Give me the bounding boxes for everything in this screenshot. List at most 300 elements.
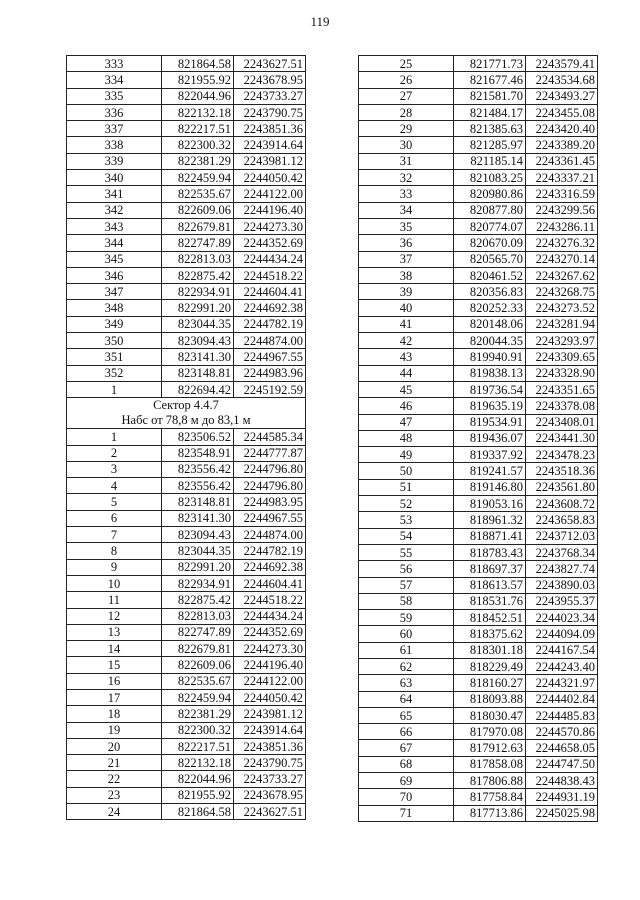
point-number-cell: 63 bbox=[359, 675, 454, 691]
point-number-cell: 58 bbox=[359, 593, 454, 609]
y-coordinate-cell: 2244967.55 bbox=[234, 349, 306, 365]
y-coordinate-cell: 2244243.40 bbox=[526, 658, 598, 674]
x-coordinate-cell: 821385.63 bbox=[454, 121, 526, 137]
point-number-cell: 343 bbox=[67, 218, 162, 234]
table-row bbox=[359, 137, 598, 153]
y-coordinate-cell: 2243827.74 bbox=[526, 561, 598, 577]
y-coordinate-cell: 2244352.69 bbox=[234, 235, 306, 251]
point-number-cell: 340 bbox=[67, 170, 162, 186]
y-coordinate-cell: 2244434.24 bbox=[234, 608, 306, 624]
y-coordinate-cell: 2244122.00 bbox=[234, 673, 306, 689]
point-number-cell: 337 bbox=[67, 121, 162, 137]
x-coordinate-cell: 822217.51 bbox=[162, 121, 234, 137]
point-number-cell: 55 bbox=[359, 544, 454, 560]
table-row bbox=[359, 512, 598, 528]
point-number-cell: 33 bbox=[359, 186, 454, 202]
x-coordinate-cell: 822132.18 bbox=[162, 104, 234, 120]
point-number-cell: 22 bbox=[67, 771, 162, 787]
y-coordinate-cell: 2244967.55 bbox=[234, 510, 306, 526]
x-coordinate-cell: 821955.92 bbox=[162, 787, 234, 803]
x-coordinate-cell: 823141.30 bbox=[162, 510, 234, 526]
y-coordinate-cell: 2244604.41 bbox=[234, 284, 306, 300]
y-coordinate-cell: 2243561.80 bbox=[526, 479, 598, 495]
y-coordinate-cell: 2244196.40 bbox=[234, 202, 306, 218]
x-coordinate-cell: 822535.67 bbox=[162, 186, 234, 202]
point-number-cell: 45 bbox=[359, 381, 454, 397]
y-coordinate-cell: 2243955.37 bbox=[526, 593, 598, 609]
section-subtitle: Набс от 78,8 м до 83,1 м bbox=[121, 413, 251, 428]
y-coordinate-cell: 2243733.27 bbox=[234, 88, 306, 104]
table-row bbox=[359, 316, 598, 332]
table-row bbox=[67, 575, 306, 591]
table-row bbox=[67, 121, 306, 137]
x-coordinate-cell: 822044.96 bbox=[162, 88, 234, 104]
table-row bbox=[359, 300, 598, 316]
table-row bbox=[67, 72, 306, 88]
y-coordinate-cell: 2243768.34 bbox=[526, 544, 598, 560]
x-coordinate-cell: 820980.86 bbox=[454, 186, 526, 202]
table-row bbox=[359, 577, 598, 593]
point-number-cell: 349 bbox=[67, 316, 162, 332]
x-coordinate-cell: 821083.25 bbox=[454, 170, 526, 186]
point-number-cell: 1 bbox=[67, 429, 162, 445]
table-row bbox=[67, 429, 306, 445]
table-row bbox=[67, 316, 306, 332]
y-coordinate-cell: 2243981.12 bbox=[234, 706, 306, 722]
y-coordinate-cell: 2244777.87 bbox=[234, 445, 306, 461]
x-coordinate-cell: 820565.70 bbox=[454, 251, 526, 267]
y-coordinate-cell: 2243351.65 bbox=[526, 381, 598, 397]
x-coordinate-cell: 818613.57 bbox=[454, 577, 526, 593]
point-number-cell: 336 bbox=[67, 104, 162, 120]
x-coordinate-cell: 822875.42 bbox=[162, 592, 234, 608]
y-coordinate-cell: 2244658.05 bbox=[526, 740, 598, 756]
x-coordinate-cell: 818452.51 bbox=[454, 610, 526, 626]
point-number-cell: 335 bbox=[67, 88, 162, 104]
table-row bbox=[359, 593, 598, 609]
x-coordinate-cell: 822813.03 bbox=[162, 608, 234, 624]
x-coordinate-cell: 817806.88 bbox=[454, 773, 526, 789]
y-coordinate-cell: 2244782.19 bbox=[234, 316, 306, 332]
table-row bbox=[359, 447, 598, 463]
point-number-cell: 18 bbox=[67, 706, 162, 722]
table-row bbox=[67, 267, 306, 283]
point-number-cell: 24 bbox=[67, 804, 162, 820]
point-number-cell: 5 bbox=[67, 494, 162, 510]
point-number-cell: 38 bbox=[359, 267, 454, 283]
table-row bbox=[359, 72, 598, 88]
x-coordinate-cell: 822747.89 bbox=[162, 235, 234, 251]
table-row bbox=[67, 722, 306, 738]
table-row bbox=[67, 478, 306, 494]
y-coordinate-cell: 2244518.22 bbox=[234, 592, 306, 608]
table-row bbox=[359, 642, 598, 658]
x-coordinate-cell: 818871.41 bbox=[454, 528, 526, 544]
y-coordinate-cell: 2243378.08 bbox=[526, 398, 598, 414]
x-coordinate-cell: 819736.54 bbox=[454, 381, 526, 397]
y-coordinate-cell: 2244434.24 bbox=[234, 251, 306, 267]
y-coordinate-cell: 2244874.00 bbox=[234, 333, 306, 349]
page-number: 119 bbox=[310, 14, 330, 29]
table-row bbox=[67, 88, 306, 104]
x-coordinate-cell: 820148.06 bbox=[454, 316, 526, 332]
x-coordinate-cell: 820461.52 bbox=[454, 267, 526, 283]
x-coordinate-cell: 820877.80 bbox=[454, 202, 526, 218]
section-heading bbox=[67, 398, 306, 429]
table-row bbox=[67, 365, 306, 381]
x-coordinate-cell: 821185.14 bbox=[454, 153, 526, 169]
x-coordinate-cell: 822991.20 bbox=[162, 300, 234, 316]
y-coordinate-cell: 2243361.45 bbox=[526, 153, 598, 169]
y-coordinate-cell: 2243678.95 bbox=[234, 787, 306, 803]
x-coordinate-cell: 823148.81 bbox=[162, 494, 234, 510]
x-coordinate-cell: 819337.92 bbox=[454, 447, 526, 463]
x-coordinate-cell: 820356.83 bbox=[454, 284, 526, 300]
x-coordinate-cell: 823044.35 bbox=[162, 543, 234, 559]
x-coordinate-cell: 819534.91 bbox=[454, 414, 526, 430]
table-row bbox=[67, 56, 306, 72]
table-row bbox=[359, 218, 598, 234]
x-coordinate-cell: 822300.32 bbox=[162, 137, 234, 153]
y-coordinate-cell: 2243441.30 bbox=[526, 430, 598, 446]
x-coordinate-cell: 819241.57 bbox=[454, 463, 526, 479]
table-row bbox=[359, 773, 598, 789]
point-number-cell: 62 bbox=[359, 658, 454, 674]
table-row bbox=[67, 333, 306, 349]
x-coordinate-cell: 822381.29 bbox=[162, 706, 234, 722]
y-coordinate-cell: 2244273.30 bbox=[234, 218, 306, 234]
point-number-cell: 27 bbox=[359, 88, 454, 104]
point-number-cell: 37 bbox=[359, 251, 454, 267]
table-row bbox=[67, 673, 306, 689]
y-coordinate-cell: 2244983.96 bbox=[234, 365, 306, 381]
y-coordinate-cell: 2244321.97 bbox=[526, 675, 598, 691]
table-row bbox=[67, 104, 306, 120]
x-coordinate-cell: 820044.35 bbox=[454, 333, 526, 349]
table-row bbox=[67, 170, 306, 186]
y-coordinate-cell: 2244518.22 bbox=[234, 267, 306, 283]
point-number-cell: 350 bbox=[67, 333, 162, 349]
y-coordinate-cell: 2243273.52 bbox=[526, 300, 598, 316]
point-number-cell: 15 bbox=[67, 657, 162, 673]
table-row bbox=[359, 430, 598, 446]
table-row bbox=[359, 528, 598, 544]
x-coordinate-cell: 822813.03 bbox=[162, 251, 234, 267]
x-coordinate-cell: 822132.18 bbox=[162, 755, 234, 771]
table-row bbox=[67, 461, 306, 477]
point-number-cell: 345 bbox=[67, 251, 162, 267]
point-number-cell: 28 bbox=[359, 104, 454, 120]
point-number-cell: 64 bbox=[359, 691, 454, 707]
y-coordinate-cell: 2244796.80 bbox=[234, 478, 306, 494]
table-row bbox=[359, 267, 598, 283]
table-row bbox=[359, 349, 598, 365]
point-number-cell: 30 bbox=[359, 137, 454, 153]
y-coordinate-cell: 2244585.34 bbox=[234, 429, 306, 445]
table-row bbox=[359, 610, 598, 626]
y-coordinate-cell: 2243493.27 bbox=[526, 88, 598, 104]
point-number-cell: 57 bbox=[359, 577, 454, 593]
table-row bbox=[67, 787, 306, 803]
point-number-cell: 2 bbox=[67, 445, 162, 461]
table-row bbox=[67, 510, 306, 526]
point-number-cell: 334 bbox=[67, 72, 162, 88]
point-number-cell: 341 bbox=[67, 186, 162, 202]
y-coordinate-cell: 2243790.75 bbox=[234, 104, 306, 120]
table-row bbox=[359, 333, 598, 349]
y-coordinate-cell: 2243316.59 bbox=[526, 186, 598, 202]
table-row bbox=[67, 608, 306, 624]
x-coordinate-cell: 823148.81 bbox=[162, 365, 234, 381]
x-coordinate-cell: 821484.17 bbox=[454, 104, 526, 120]
x-coordinate-cell: 822875.42 bbox=[162, 267, 234, 283]
table-row bbox=[359, 724, 598, 740]
table-row bbox=[359, 284, 598, 300]
point-number-cell: 19 bbox=[67, 722, 162, 738]
point-number-cell: 16 bbox=[67, 673, 162, 689]
x-coordinate-cell: 818301.18 bbox=[454, 642, 526, 658]
table-row bbox=[359, 104, 598, 120]
y-coordinate-cell: 2243281.94 bbox=[526, 316, 598, 332]
x-coordinate-cell: 818783.43 bbox=[454, 544, 526, 560]
y-coordinate-cell: 2244273.30 bbox=[234, 641, 306, 657]
point-number-cell: 50 bbox=[359, 463, 454, 479]
table-row bbox=[67, 284, 306, 300]
x-coordinate-cell: 823548.91 bbox=[162, 445, 234, 461]
x-coordinate-cell: 822934.91 bbox=[162, 284, 234, 300]
x-coordinate-cell: 822535.67 bbox=[162, 673, 234, 689]
y-coordinate-cell: 2243914.64 bbox=[234, 137, 306, 153]
point-number-cell: 351 bbox=[67, 349, 162, 365]
x-coordinate-cell: 821285.97 bbox=[454, 137, 526, 153]
point-number-cell: 65 bbox=[359, 707, 454, 723]
x-coordinate-cell: 823094.43 bbox=[162, 527, 234, 543]
point-number-cell: 348 bbox=[67, 300, 162, 316]
x-coordinate-cell: 822679.81 bbox=[162, 218, 234, 234]
y-coordinate-cell: 2243328.90 bbox=[526, 365, 598, 381]
table-row bbox=[359, 561, 598, 577]
point-number-cell: 39 bbox=[359, 284, 454, 300]
y-coordinate-cell: 2243678.95 bbox=[234, 72, 306, 88]
y-coordinate-cell: 2244692.38 bbox=[234, 559, 306, 575]
point-number-cell: 32 bbox=[359, 170, 454, 186]
y-coordinate-cell: 2245025.98 bbox=[526, 805, 598, 821]
y-coordinate-cell: 2244094.09 bbox=[526, 626, 598, 642]
point-number-cell: 8 bbox=[67, 543, 162, 559]
table-row bbox=[359, 88, 598, 104]
y-coordinate-cell: 2244570.86 bbox=[526, 724, 598, 740]
table-row bbox=[359, 496, 598, 512]
table-row bbox=[67, 689, 306, 705]
y-coordinate-cell: 2244167.54 bbox=[526, 642, 598, 658]
point-number-cell: 49 bbox=[359, 447, 454, 463]
y-coordinate-cell: 2244122.00 bbox=[234, 186, 306, 202]
table-row bbox=[359, 56, 598, 72]
y-coordinate-cell: 2243408.01 bbox=[526, 414, 598, 430]
y-coordinate-cell: 2243478.23 bbox=[526, 447, 598, 463]
y-coordinate-cell: 2243299.56 bbox=[526, 202, 598, 218]
point-number-cell: 26 bbox=[359, 72, 454, 88]
y-coordinate-cell: 2244023.34 bbox=[526, 610, 598, 626]
point-number-cell: 47 bbox=[359, 414, 454, 430]
x-coordinate-cell: 822300.32 bbox=[162, 722, 234, 738]
point-number-cell: 42 bbox=[359, 333, 454, 349]
y-coordinate-cell: 2244402.84 bbox=[526, 691, 598, 707]
point-number-cell: 52 bbox=[359, 496, 454, 512]
y-coordinate-cell: 2244604.41 bbox=[234, 575, 306, 591]
x-coordinate-cell: 818697.37 bbox=[454, 561, 526, 577]
section-title: Сектор 4.4.7 bbox=[153, 398, 219, 413]
y-coordinate-cell: 2243337.21 bbox=[526, 170, 598, 186]
table-row bbox=[359, 414, 598, 430]
point-number-cell: 25 bbox=[359, 56, 454, 72]
y-coordinate-cell: 2243420.40 bbox=[526, 121, 598, 137]
x-coordinate-cell: 817758.84 bbox=[454, 789, 526, 805]
table-row bbox=[67, 657, 306, 673]
y-coordinate-cell: 2243658.83 bbox=[526, 512, 598, 528]
y-coordinate-cell: 2243608.72 bbox=[526, 496, 598, 512]
x-coordinate-cell: 818531.76 bbox=[454, 593, 526, 609]
y-coordinate-cell: 2244782.19 bbox=[234, 543, 306, 559]
x-coordinate-cell: 818030.47 bbox=[454, 707, 526, 723]
y-coordinate-cell: 2245192.59 bbox=[234, 381, 306, 397]
point-number-cell: 344 bbox=[67, 235, 162, 251]
point-number-cell: 17 bbox=[67, 689, 162, 705]
y-coordinate-cell: 2244352.69 bbox=[234, 624, 306, 640]
x-coordinate-cell: 822381.29 bbox=[162, 153, 234, 169]
table-row bbox=[359, 675, 598, 691]
y-coordinate-cell: 2244196.40 bbox=[234, 657, 306, 673]
y-coordinate-cell: 2244874.00 bbox=[234, 527, 306, 543]
table-row bbox=[359, 251, 598, 267]
x-coordinate-cell: 821677.46 bbox=[454, 72, 526, 88]
y-coordinate-cell: 2243733.27 bbox=[234, 771, 306, 787]
x-coordinate-cell: 820252.33 bbox=[454, 300, 526, 316]
table-row bbox=[67, 641, 306, 657]
y-coordinate-cell: 2243270.14 bbox=[526, 251, 598, 267]
table-row bbox=[67, 251, 306, 267]
point-number-cell: 53 bbox=[359, 512, 454, 528]
point-number-cell: 6 bbox=[67, 510, 162, 526]
x-coordinate-cell: 819436.07 bbox=[454, 430, 526, 446]
x-coordinate-cell: 822609.06 bbox=[162, 202, 234, 218]
table-row bbox=[67, 527, 306, 543]
point-number-cell: 59 bbox=[359, 610, 454, 626]
x-coordinate-cell: 818375.62 bbox=[454, 626, 526, 642]
y-coordinate-cell: 2243268.75 bbox=[526, 284, 598, 300]
x-coordinate-cell: 822694.42 bbox=[162, 381, 234, 397]
y-coordinate-cell: 2243851.36 bbox=[234, 738, 306, 754]
x-coordinate-cell: 821581.70 bbox=[454, 88, 526, 104]
table-row bbox=[359, 365, 598, 381]
y-coordinate-cell: 2243890.03 bbox=[526, 577, 598, 593]
point-number-cell: 333 bbox=[67, 56, 162, 72]
point-number-cell: 51 bbox=[359, 479, 454, 495]
table-row bbox=[67, 559, 306, 575]
x-coordinate-cell: 820670.09 bbox=[454, 235, 526, 251]
table-row bbox=[67, 771, 306, 787]
point-number-cell: 21 bbox=[67, 755, 162, 771]
x-coordinate-cell: 823141.30 bbox=[162, 349, 234, 365]
point-number-cell: 61 bbox=[359, 642, 454, 658]
y-coordinate-cell: 2244983.95 bbox=[234, 494, 306, 510]
x-coordinate-cell: 820774.07 bbox=[454, 218, 526, 234]
y-coordinate-cell: 2244747.50 bbox=[526, 756, 598, 772]
point-number-cell: 34 bbox=[359, 202, 454, 218]
table-row bbox=[359, 170, 598, 186]
point-number-cell: 67 bbox=[359, 740, 454, 756]
point-number-cell: 3 bbox=[67, 461, 162, 477]
y-coordinate-cell: 2243627.51 bbox=[234, 56, 306, 72]
point-number-cell: 60 bbox=[359, 626, 454, 642]
point-number-cell: 41 bbox=[359, 316, 454, 332]
y-coordinate-cell: 2243914.64 bbox=[234, 722, 306, 738]
table-row bbox=[359, 707, 598, 723]
point-number-cell: 4 bbox=[67, 478, 162, 494]
table-row bbox=[359, 544, 598, 560]
point-number-cell: 71 bbox=[359, 805, 454, 821]
x-coordinate-cell: 821864.58 bbox=[162, 804, 234, 820]
point-number-cell: 56 bbox=[359, 561, 454, 577]
x-coordinate-cell: 822459.94 bbox=[162, 689, 234, 705]
y-coordinate-cell: 2243455.08 bbox=[526, 104, 598, 120]
x-coordinate-cell: 821771.73 bbox=[454, 56, 526, 72]
y-coordinate-cell: 2243579.41 bbox=[526, 56, 598, 72]
x-coordinate-cell: 819053.16 bbox=[454, 496, 526, 512]
table-row bbox=[67, 445, 306, 461]
table-row bbox=[359, 202, 598, 218]
point-number-cell: 69 bbox=[359, 773, 454, 789]
table-row bbox=[67, 804, 306, 820]
point-number-cell: 31 bbox=[359, 153, 454, 169]
point-number-cell: 342 bbox=[67, 202, 162, 218]
x-coordinate-cell: 823556.42 bbox=[162, 461, 234, 477]
y-coordinate-cell: 2244485.83 bbox=[526, 707, 598, 723]
point-number-cell: 12 bbox=[67, 608, 162, 624]
point-number-cell: 20 bbox=[67, 738, 162, 754]
y-coordinate-cell: 2243309.65 bbox=[526, 349, 598, 365]
point-number-cell: 7 bbox=[67, 527, 162, 543]
x-coordinate-cell: 823044.35 bbox=[162, 316, 234, 332]
table-row bbox=[67, 706, 306, 722]
point-number-cell: 339 bbox=[67, 153, 162, 169]
y-coordinate-cell: 2243851.36 bbox=[234, 121, 306, 137]
section-heading-row bbox=[67, 398, 306, 429]
x-coordinate-cell: 819838.13 bbox=[454, 365, 526, 381]
table-row bbox=[67, 153, 306, 169]
x-coordinate-cell: 822934.91 bbox=[162, 575, 234, 591]
left-coordinates-table bbox=[66, 55, 306, 820]
point-number-cell: 40 bbox=[359, 300, 454, 316]
table-row bbox=[67, 186, 306, 202]
x-coordinate-cell: 822217.51 bbox=[162, 738, 234, 754]
table-row bbox=[359, 740, 598, 756]
y-coordinate-cell: 2243293.97 bbox=[526, 333, 598, 349]
point-number-cell: 338 bbox=[67, 137, 162, 153]
x-coordinate-cell: 821955.92 bbox=[162, 72, 234, 88]
table-row bbox=[67, 218, 306, 234]
point-number-cell: 23 bbox=[67, 787, 162, 803]
point-number-cell: 29 bbox=[359, 121, 454, 137]
point-number-cell: 14 bbox=[67, 641, 162, 657]
x-coordinate-cell: 821864.58 bbox=[162, 56, 234, 72]
table-row bbox=[359, 756, 598, 772]
y-coordinate-cell: 2244050.42 bbox=[234, 689, 306, 705]
table-row bbox=[67, 592, 306, 608]
table-row bbox=[359, 789, 598, 805]
table-row bbox=[67, 494, 306, 510]
point-number-cell: 54 bbox=[359, 528, 454, 544]
